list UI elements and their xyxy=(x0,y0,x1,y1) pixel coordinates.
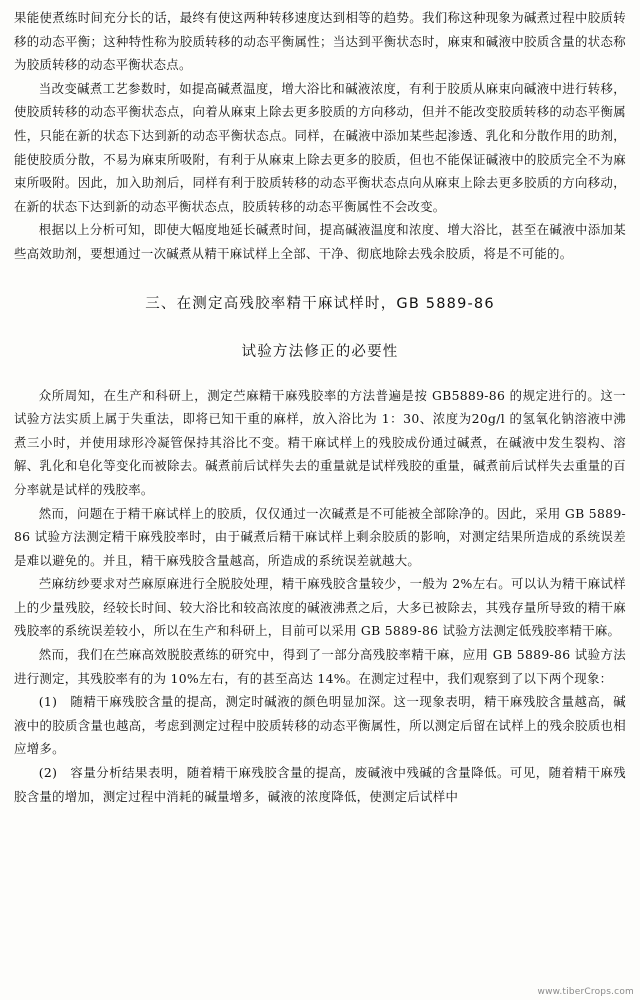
section-heading-line1: 三、在测定高残胶率精干麻试样时，GB 5889-86 xyxy=(145,295,495,312)
paragraph-process-parameters: 当改变碱煮工艺参数时，如提高碱煮温度，增大浴比和碱液浓度，有利于胶质从麻束向碱液中进行转移，使胶质转移的动态平衡状态点，向着从麻束上除去更多胶质的方向移动，但并不能改变胶质转移的动态平衡属性，只能在新的状态下达到新的动态平衡状态点。同样，在碱液中添加某些起渗透、乳化和分散作用的助剂，能使胶质分散，不易为麻束所吸附，有利于从麻束上除去更多的胶质，但也不能保证碱液中的胶质完全不为麻束所吸附。因此，加入助剂后，同样有利于胶质转移的动态平衡状态点向从麻束上除去更多胶质的方向移动，在新的状态下达到新的动态平衡状态点，胶质转移的动态平衡属性不会改变。 xyxy=(14,80,626,214)
paragraph-low-residual: 苎麻纺纱要求对苎麻原麻进行全脱胶处理，精干麻残胶含量较少，一般为 2%左右。可以认为精干麻试样上的少量残胶，经较长时间、较大浴比和较高浓度的碱液沸煮之后，大多已被除去，其残存量所导致的精干麻残胶率的系统误差较小，所以在生产和科研上，目前可以采用 GB 5889-86 试验方法测定低残胶率精干麻。 xyxy=(14,576,626,639)
section-heading-line2: 试验方法修正的必要性 xyxy=(241,343,399,360)
paragraph-conclusion: 根据以上分析可知，即使大幅度地延长碱煮时间，提高碱液温度和浓度、增大浴比，甚至在碱液中添加某些高效助剂，要想通过一次碱煮从精干麻试样上全部、干净、彻底地除去残余胶质，将是不可能的。 xyxy=(14,222,626,261)
list-item-observation-2: (2) 容量分析结果表明，随着精干麻残胶含量的提高，废碱液中残碱的含量降低。可见，随着精干麻残胶含量的增加，测定过程中消耗的碱量增多，碱液的浓度降低，使测定后试样中 xyxy=(14,765,626,804)
watermark: www.tiberCrops.com xyxy=(537,987,634,997)
document-body xyxy=(14,6,626,808)
paragraph-high-residual: 然而，我们在苎麻高效脱胶煮练的研究中，得到了一部分高残胶率精干麻，应用 GB 5889-86 试验方法进行测定，其残胶率有的为 10%左右，有的甚至高达 14%。在测定过程中，我们观察到了以下两个现象： xyxy=(14,647,626,686)
paragraph-method-description: 众所周知，在生产和科研上，测定苎麻精干麻残胶率的方法普遍是按 GB5889-86 的规定进行的。这一试验方法实质上属于失重法，即将已知干重的麻样，放入浴比为 1：30、浓度为20g/l 的氢氧化钠溶液中沸煮三小时，并使用球形冷凝管保持其浴比不变。精干麻试样上的残胶成份通过碱煮，在碱液中发生裂构、溶解、乳化和皂化等变化而被除去。碱煮前后试样失去的重量就是试样残胶的重量，碱煮前后试样失去重量的百分率就是试样的残胶率。 xyxy=(14,387,626,497)
paragraph-continuation: 果能使煮练时间充分长的话，最终有使这两种转移速度达到相等的趋势。我们称这种现象为碱煮过程中胶质转移的动态平衡；这种特性称为胶质转移的动态平衡属性；当达到平衡状态时，麻束和碱液中胶质含量的状态称为胶质转移的动态平衡状态点。 xyxy=(14,10,626,73)
list-item-observation-1: (1) 随精干麻残胶含量的提高，测定时碱液的颜色明显加深。这一现象表明，精干麻残胶含量越高，碱液中的胶质含量也越高，考虑到测定过程中胶质转移的动态平衡属性，所以测定后留在试样上的残余胶质也相应增多。 xyxy=(14,694,626,757)
paragraph-problem: 然而，问题在于精干麻试样上的胶质，仅仅通过一次碱煮是不可能被全部除净的。因此，采用 GB 5889-86 试验方法测定精干麻残胶率时，由于碱煮后精干麻试样上剩余胶质的影响，对测定结果所造成的系统误差是难以避免的。并且，精干麻残胶含量越高，所造成的系统误差就越大。 xyxy=(14,505,626,568)
